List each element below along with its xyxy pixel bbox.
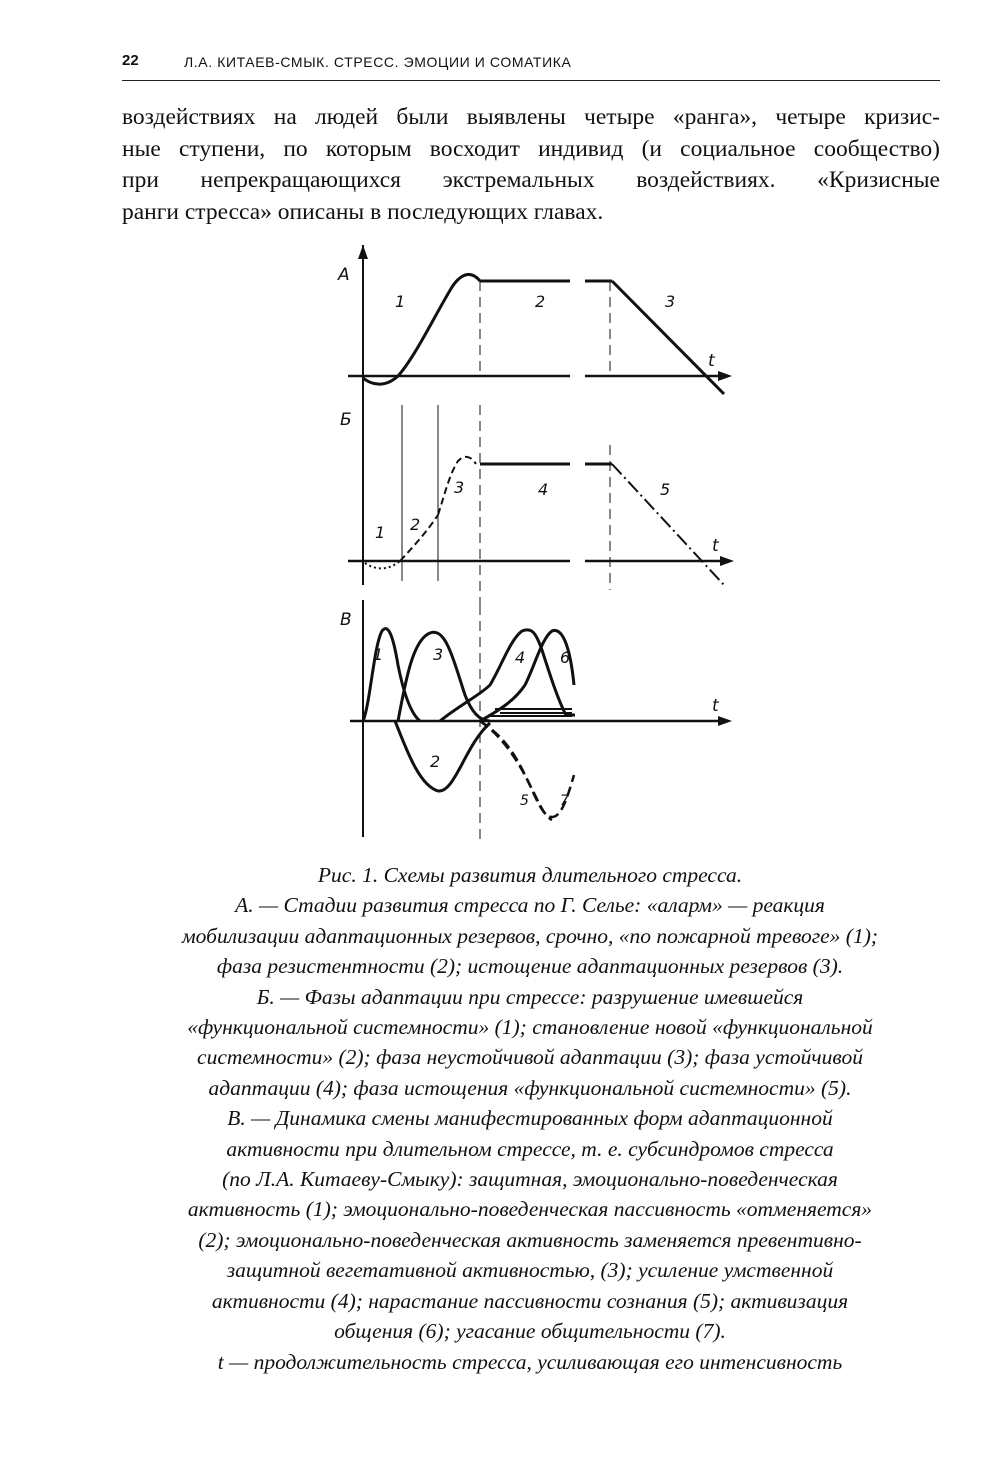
panel-c-curve-label: 2 [430,752,441,771]
panel-c-t-label: t [712,696,719,716]
panel-b-curve-label: 1 [375,523,386,542]
caption-line: (по Л.А. Китаеву-Смыку): защитная, эмоционально-поведенческая [222,1167,838,1192]
caption-line: активности (4); нарастание пассивности сознания (5); активизация [211,1288,849,1313]
panel-c-curve-label: 1 [373,645,384,664]
caption-line: адаптации (4); фаза истощения «функциональной системности» (5). [208,1075,852,1100]
body-line: ранги стресса» описаны в последующих главах. [122,198,604,225]
panel-a-t-arrow [718,371,732,381]
caption-line: защитной вегетативной активностью, (3); усиление умственной [226,1258,834,1283]
panel-a-curve-label: 2 [535,292,546,311]
caption-line: общения (6); угасание общительности (7). [334,1319,726,1344]
caption-line: В. — Динамика смены манифестированных форм адаптационной [227,1106,833,1131]
panel-b-t-label: t [712,536,719,556]
panel-a [337,245,732,395]
panel-b-curve-label: 4 [538,480,549,499]
body-line: при непрекращающихся экстремальных воздействиях. «Кризисные [122,167,940,193]
panel-b-t-arrow [720,556,734,566]
body-line: ные ступени, по которым восходит индивид (и социальное сообщество) [122,135,940,162]
panel-a-t-label: t [708,351,715,371]
panel-c [340,600,732,840]
page-number: 22 [122,52,139,69]
caption-line: Б. — Фазы адаптации при стрессе: разрушение имевшейся [256,984,804,1009]
panel-c-curve-label: 6 [560,648,571,667]
panel-c-curve-2 [395,721,490,791]
panel-c-curve-label: 7 [560,793,569,809]
running-title: Л.А. КИТАЕВ-СМЫК. СТРЕСС. ЭМОЦИИ И СОМАТИКА [184,54,572,70]
panel-c-plateau-lines [490,709,572,716]
body-line: воздействиях на людей были выявлены четыре «ранга», четыре кризис- [122,104,940,130]
caption-line: фаза резистентности (2); истощение адаптационных резервов (3). [216,954,844,979]
caption-line: t — продолжительность стресса, усиливающая его интенсивность [217,1349,843,1374]
panel-a-label: А [338,265,350,285]
panel-a-curve-label: 1 [395,292,406,311]
panel-b-curve-label: 2 [410,515,421,534]
panel-c-curve-label: 4 [515,648,526,667]
panel-a-curve-label: 3 [665,292,676,311]
page-header [122,50,940,81]
panel-c-curve-1 [363,629,420,721]
panel-c-label: В [340,610,352,630]
caption-line: активности при длительном стрессе, т. е. субсиндромов стресса [226,1136,834,1161]
caption-line: системности» (2); фаза неустойчивой адаптации (3); фаза устойчивой [197,1045,863,1070]
body-paragraph [122,102,940,228]
caption-line: активность (1); эмоционально-поведенческая пассивность «отменяется» [187,1197,873,1222]
panel-b-label: Б [340,410,352,430]
panel-b [340,395,734,605]
panel-c-curve-7 [480,721,552,820]
panel-b-curve-label: 5 [660,480,671,499]
caption-line: (2); эмоционально-поведенческая активность заменяется превентивно- [198,1227,862,1252]
panel-b-curve-label: 3 [454,478,465,497]
caption-line: А. — Стадии развития стресса по Г. Селье: «аларм» — реакция [235,893,825,918]
panel-c-curve-label: 3 [433,645,444,664]
panel-a-curve-1 [363,274,480,384]
panel-c-curve-label: 5 [520,793,529,809]
panel-c-t-arrow [718,716,732,726]
stress-diagram [330,245,750,850]
caption-line: мобилизации адаптационных резервов, срочно, «по пожарной тревоге» (1); [181,923,879,948]
figure-caption [110,860,950,1377]
panel-a-y-arrow [358,245,368,259]
caption-line: Рис. 1. Схемы развития длительного стресса. [317,863,743,887]
caption-line: «функциональной системности» (1); становление новой «функциональной [187,1015,873,1040]
